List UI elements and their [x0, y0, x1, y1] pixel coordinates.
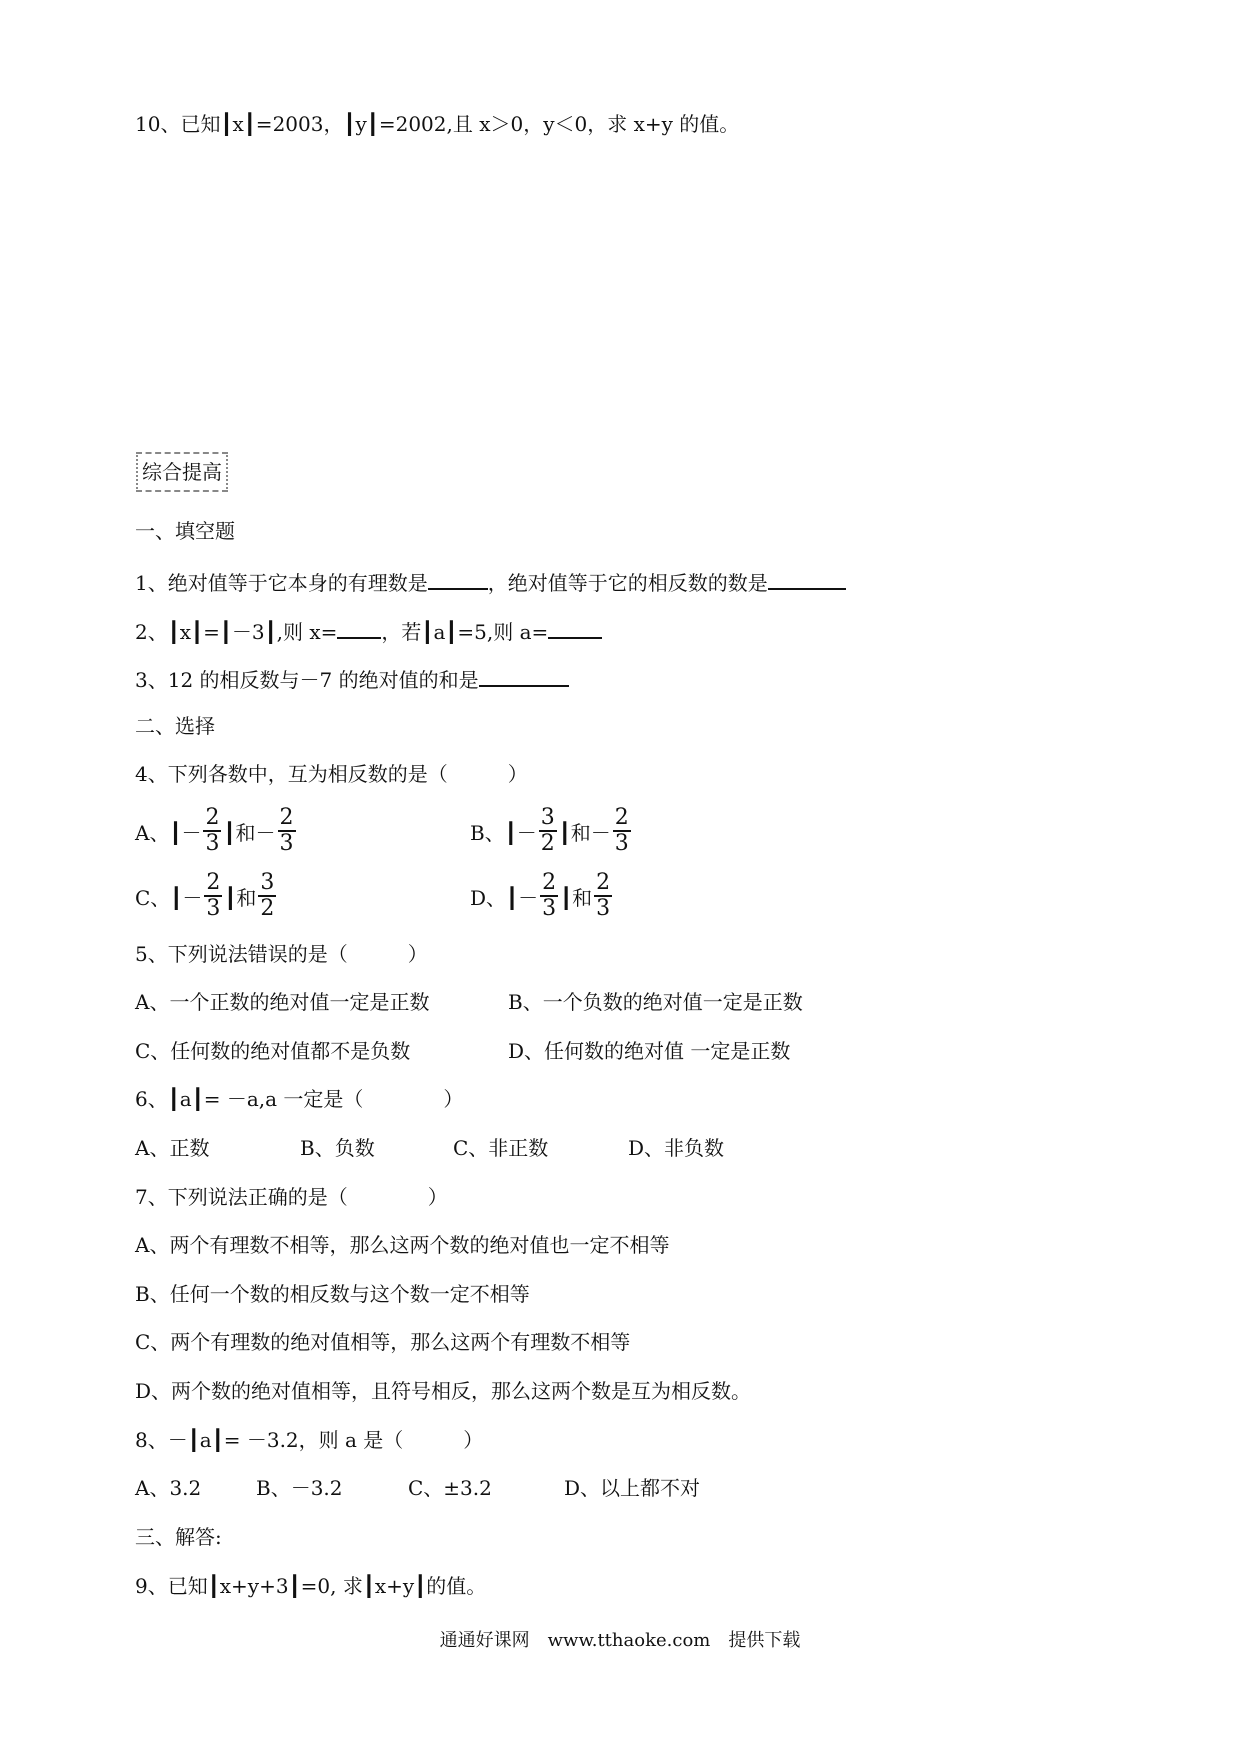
- question-6-option-c: C、非正数: [453, 1136, 549, 1160]
- denominator: 3: [279, 831, 294, 856]
- question-3-text: 3、12 的相反数与－7 的绝对值的和是: [135, 668, 479, 692]
- question-9: 9、已知┃x+y+3┃=0, 求┃x+y┃的值。: [135, 1574, 487, 1598]
- question-4-option-b: [470, 801, 633, 861]
- option-a-mid: ┃和－: [223, 820, 276, 845]
- part-2-heading: 二、选择: [135, 714, 215, 738]
- question-7-option-b: B、任何一个数的相反数与这个数一定不相等: [135, 1282, 530, 1306]
- denominator: 2: [540, 831, 555, 856]
- question-4-option-d: [470, 866, 614, 926]
- part-3-heading: 三、解答:: [135, 1525, 222, 1549]
- option-b-label: B、┃－: [470, 820, 537, 845]
- footer-source: 通通好课网 www.tthaoke.com 提供下载: [439, 1630, 801, 1651]
- question-7-stem: 7、下列说法正确的是（ ）: [135, 1185, 448, 1209]
- fraction: [540, 871, 558, 921]
- question-8-option-a: A、3.2: [135, 1476, 202, 1500]
- question-2-blank-2: [548, 615, 602, 639]
- option-c-label: C、┃－: [135, 885, 203, 910]
- denominator: 3: [614, 831, 629, 856]
- denominator: 3: [205, 831, 220, 856]
- question-2: [135, 615, 602, 646]
- question-5-option-a: A、一个正数的绝对值一定是正数: [135, 990, 430, 1014]
- question-2-text-b: ，若┃a┃=5,则 a=: [381, 620, 549, 644]
- question-7-option-a: A、两个有理数不相等，那么这两个数的绝对值也一定不相等: [135, 1233, 670, 1257]
- option-d-label: D、┃－: [470, 885, 539, 910]
- numerator: 2: [614, 805, 629, 830]
- fraction: [594, 871, 612, 921]
- question-1-blank-2: [768, 566, 846, 590]
- numerator: 3: [260, 870, 275, 895]
- question-8-option-c: C、±3.2: [408, 1476, 492, 1500]
- denominator: 2: [260, 896, 275, 921]
- section-title-box: [136, 452, 228, 492]
- question-8-option-d: D、以上都不对: [564, 1476, 701, 1500]
- numerator: 2: [205, 805, 220, 830]
- numerator: 3: [540, 805, 555, 830]
- question-3-blank: [479, 663, 569, 687]
- fraction: [613, 806, 631, 856]
- option-c-mid: ┃和: [224, 885, 257, 910]
- numerator: 2: [206, 870, 221, 895]
- question-4-option-c: [135, 866, 278, 926]
- question-6-option-b: B、负数: [300, 1136, 375, 1160]
- question-6-option-d: D、非负数: [628, 1136, 725, 1160]
- question-10: 10、已知┃x┃=2003，┃y┃=2002,且 x＞0，y＜0，求 x+y 的值。: [135, 112, 740, 136]
- question-1: [135, 566, 846, 597]
- question-2-text-a: 2、┃x┃=┃－3┃,则 x=: [135, 620, 338, 644]
- question-5-option-d: D、任何数的绝对值 一定是正数: [508, 1039, 791, 1063]
- question-2-blank-1: [337, 615, 381, 639]
- denominator: 3: [542, 896, 557, 921]
- option-d-mid: ┃和: [560, 885, 593, 910]
- question-4-stem: 4、下列各数中，互为相反数的是（ ）: [135, 762, 528, 786]
- question-5-option-b: B、一个负数的绝对值一定是正数: [508, 990, 803, 1014]
- fraction: [258, 871, 276, 921]
- part-1-heading: 一、填空题: [135, 519, 235, 543]
- fraction: [203, 806, 221, 856]
- question-5-stem: 5、下列说法错误的是（ ）: [135, 942, 428, 966]
- option-b-mid: ┃和－: [558, 820, 611, 845]
- numerator: 2: [596, 870, 611, 895]
- question-1-text-a: 1、绝对值等于它本身的有理数是: [135, 571, 428, 595]
- question-8-stem: 8、－┃a┃= －3.2，则 a 是（ ）: [135, 1428, 484, 1452]
- section-title: 综合提高: [142, 460, 222, 484]
- numerator: 2: [279, 805, 294, 830]
- question-5-option-c: C、任何数的绝对值都不是负数: [135, 1039, 411, 1063]
- question-6-stem: 6、┃a┃= －a,a 一定是（ ）: [135, 1087, 464, 1111]
- fraction: [278, 806, 296, 856]
- denominator: 3: [206, 896, 221, 921]
- fraction: [204, 871, 222, 921]
- option-a-label: A、┃－: [135, 820, 202, 845]
- question-1-text-b: ，绝对值等于它的相反数的数是: [487, 571, 768, 595]
- question-1-blank-1: [428, 566, 488, 590]
- fraction: [539, 806, 557, 856]
- question-7-option-c: C、两个有理数的绝对值相等，那么这两个有理数不相等: [135, 1330, 631, 1354]
- question-4-option-a: [135, 801, 298, 861]
- question-8-option-b: B、－3.2: [256, 1476, 343, 1500]
- denominator: 3: [596, 896, 611, 921]
- numerator: 2: [542, 870, 557, 895]
- question-3: [135, 663, 569, 694]
- question-6-option-a: A、正数: [135, 1136, 210, 1160]
- question-7-option-d: D、两个数的绝对值相等，且符号相反，那么这两个数是互为相反数。: [135, 1379, 752, 1403]
